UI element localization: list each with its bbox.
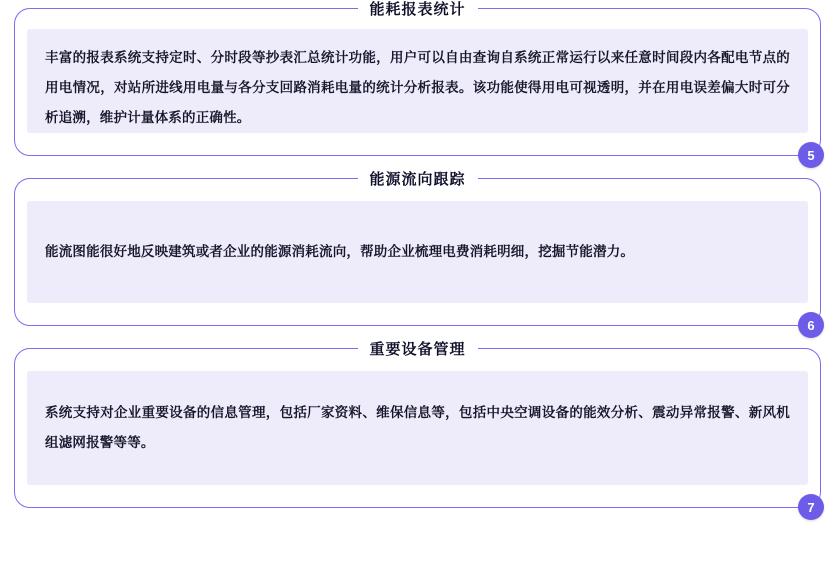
section-paragraph: 能流图能很好地反映建筑或者企业的能源消耗流向，帮助企业梳理电费消耗明细，挖掘节能潜力。 [45, 244, 635, 259]
section-body [27, 29, 808, 133]
section-title: 能耗报表统计 [357, 0, 477, 19]
section-body [27, 201, 808, 303]
section-title: 重要设备管理 [357, 338, 477, 359]
section-paragraph: 系统支持对企业重要设备的信息管理，包括厂家资料、维保信息等，包括中央空调设备的能效分析、震动异常报警、新风机组滤网报警等等。 [45, 405, 790, 450]
section-energy-report-statistics [14, 1, 821, 163]
section-body [27, 371, 808, 485]
section-key-equipment-management [14, 341, 821, 515]
section-paragraph: 丰富的报表系统支持定时、分时段等抄表汇总统计功能，用户可以自由查询自系统正常运行以来任意时间段内各配电节点的用电情况，对站所进线用电量与各分支回路消耗电量的统计分析报表。该功能使得用电可视透明，并在用电误差偏大时可分析追溯，维护计量体系的正确性。 [45, 50, 790, 125]
step-badge: 6 [798, 312, 824, 338]
section-title: 能源流向跟踪 [357, 168, 477, 189]
step-badge: 5 [798, 142, 824, 168]
section-energy-flow-tracking [14, 171, 821, 333]
step-badge: 7 [798, 494, 824, 520]
